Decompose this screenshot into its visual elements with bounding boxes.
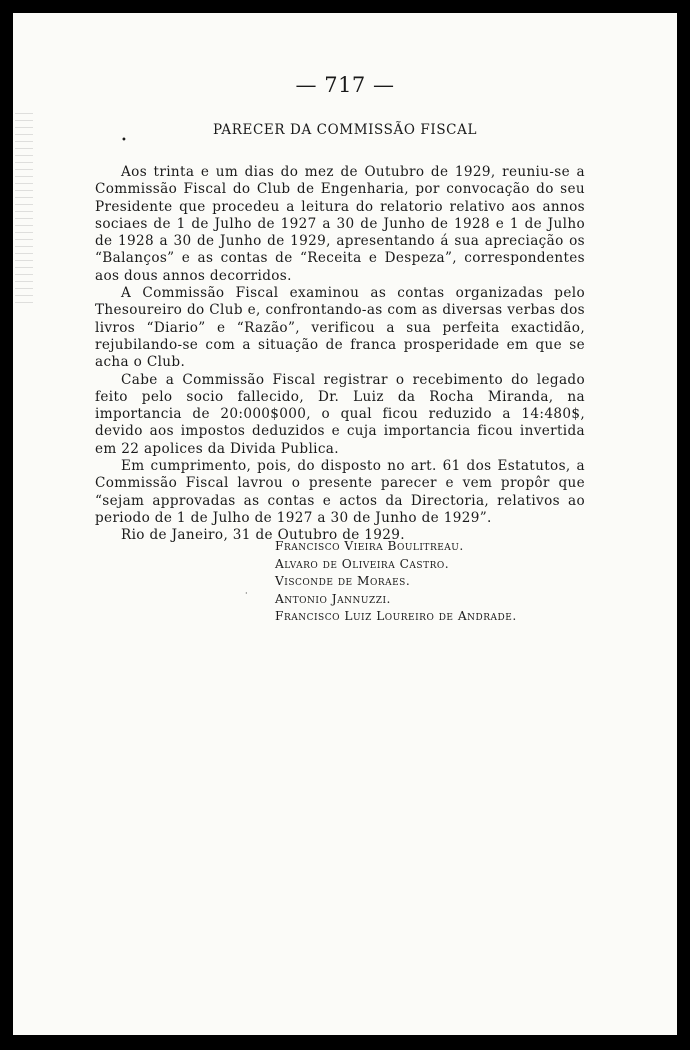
signature-4: Antonio Jannuzzi.: [275, 591, 391, 606]
page-number: — 717 —: [295, 73, 395, 97]
bullet-mark: •: [121, 135, 127, 146]
body-text: [95, 164, 585, 545]
paragraph-2: A Commissão Fiscal examinou as contas organizadas pelo Thesoureiro do Club e, confrontando-as com as diversas verbas dos livros “Diario” e “Razão”, verificou a sua perfeita exactidão, rejubilando-se com a situação de franca prosperidade em que se acha o Club.: [95, 285, 585, 371]
paragraph-4: Em cumprimento, pois, do disposto no art. 61 dos Estatutos, a Commissão Fiscal lavrou o presente parecer e vem propôr que “sejam approvadas as contas e actos da Directoria, relativos ao periodo de 1 de Julho de 1927 a 30 de Junho de 1929”.: [95, 458, 585, 526]
section-title: PARECER DA COMMISSÃO FISCAL: [212, 122, 478, 138]
paragraph-5: Rio de Janeiro, 31 de Outubro de 1929.: [121, 527, 405, 544]
stray-dot: ·: [245, 589, 248, 598]
signature-2: Alvaro de Oliveira Castro.: [275, 556, 450, 571]
signature-5: Francisco Luiz Loureiro de Andrade.: [275, 609, 517, 624]
signature-1: Francisco Vieira Boulitreau.: [275, 539, 464, 553]
signature-block: [275, 538, 517, 626]
paragraph-1: Aos trinta e um dias do mez de Outubro de 1929, reuniu-se a Commissão Fiscal do Club de Engenharia, por convocação do seu Presidente que procedeu a leitura do relatorio relativo aos annos sociaes de 1 de Julho de 1927 a 30 de Junho de 1928 e 1 de Julho de 1928 a 30 de Junho de 1929, apresentando á sua apreciação os “Balanços” e as contas de “Receita e Despeza”, correspondentes aos dous annos decorridos.: [95, 164, 585, 284]
paragraph-3: Cabe a Commissão Fiscal registrar o recebimento do legado feito pelo socio fallecido, Dr. Luiz da Rocha Miranda, na importancia de 20:000$000, o qual ficou reduzido a 14:480$, devido aos impostos deduzidos e cuja importancia ficou invertida em 22 apolices da Divida Publica.: [95, 371, 585, 457]
scan-margin-noise: [15, 113, 33, 303]
document-page: [13, 13, 677, 1035]
signature-3: Visconde de Moraes.: [275, 574, 411, 589]
